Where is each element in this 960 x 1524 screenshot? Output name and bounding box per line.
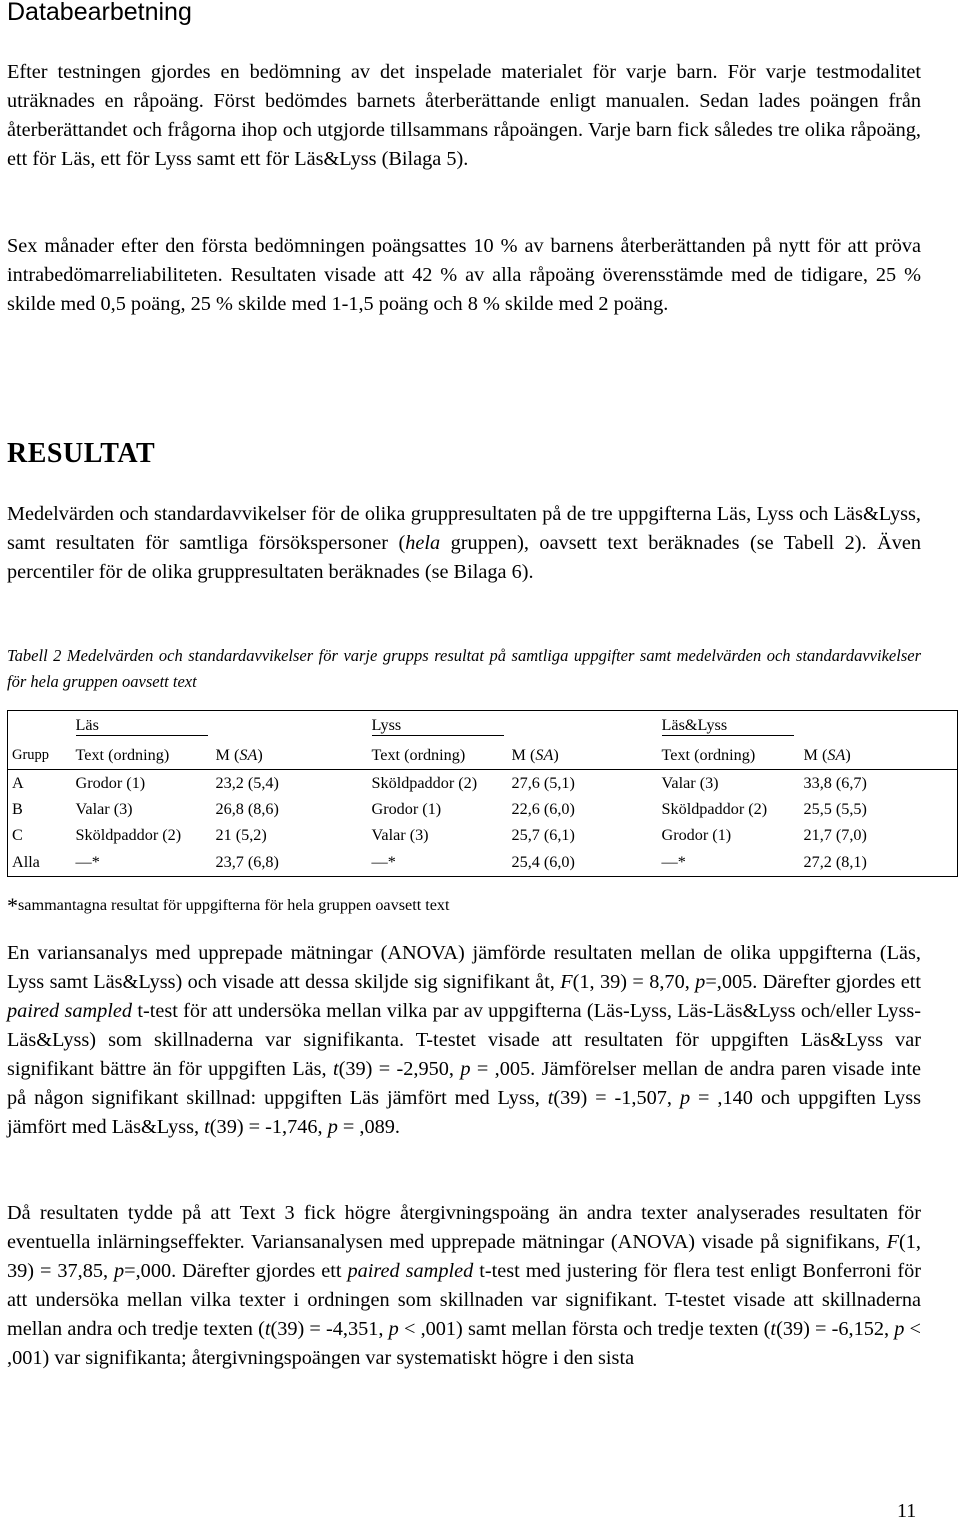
table-cell: 23,2 (5,4) bbox=[215, 773, 279, 792]
table-row bbox=[8, 770, 958, 797]
table-cell: Sköldpaddor (2) bbox=[371, 773, 478, 792]
table-row bbox=[8, 822, 958, 848]
paragraph-reliability: Sex månader efter den första bedömningen poängsattes 10 % av barnens återberättanden på nytt för att pröva intrabedömarreliabiliteten. Resultaten visade att 42 % av alla råpoäng överensstämde med de tidigare, 25 % skilde med 0,5 poäng, 25 % skilde med 1-1,5 poäng och 8 % skilde med 2 poäng. bbox=[7, 235, 921, 315]
table-cell: 21 (5,2) bbox=[215, 825, 267, 844]
paragraph-results-intro: Medelvärden och standardavvikelser för de olika gruppresultaten på de tre uppgifterna Läs, Lyss och Läs&Lyss, samt resultaten för samtliga försökspersoner (hela gruppen), oavsett text beräknades (se Tabell 2). Även percentiler för de olika gruppresultaten beräknades (se Bilaga 6). bbox=[7, 503, 922, 583]
cell-grupp: A bbox=[12, 773, 24, 792]
table-cell: 27,6 (5,1) bbox=[511, 773, 575, 792]
cell-grupp: B bbox=[12, 799, 23, 818]
table-cell: 23,7 (6,8) bbox=[215, 852, 279, 871]
section-heading-databearbetning: Databearbetning bbox=[7, 0, 192, 26]
column-header-text: Text (ordning) bbox=[72, 741, 212, 770]
column-header-m: M (SA) bbox=[508, 741, 658, 770]
table-row bbox=[8, 848, 958, 877]
table-cell: 27,2 (8,1) bbox=[803, 852, 867, 871]
page-number: 11 bbox=[897, 1500, 917, 1522]
table-cell: Grodor (1) bbox=[661, 825, 732, 844]
cell-grupp: C bbox=[12, 825, 23, 844]
column-header-text: Text (ordning) bbox=[658, 741, 800, 770]
table-cell: 26,8 (8,6) bbox=[215, 799, 279, 818]
table-cell: Sköldpaddor (2) bbox=[661, 799, 768, 818]
table-cell: 25,4 (6,0) bbox=[511, 852, 575, 871]
table-cell: —* bbox=[371, 852, 396, 871]
paragraph-scoring: Efter testningen gjordes en bedömning av det inspelade materialet för varje barn. För varje testmodalitet uträknades en råpoäng. Först bedömdes barnets återberättande enligt manualen. Sedan lades poängen från återberättandet och frågorna ihop och utgjorde tillsammans råpoängen. Varje barn fick således tre olika råpoäng, ett för Läs, ett för Lyss samt ett för Läs&Lyss (Bilaga 5). bbox=[7, 61, 921, 170]
table-cell: Valar (3) bbox=[661, 773, 719, 792]
table-group-header-row bbox=[8, 711, 958, 742]
results-heading: RESULTAT bbox=[7, 438, 156, 469]
table-column-header-row bbox=[8, 741, 958, 770]
paragraph-anova-tasks: En variansanalys med upprepade mätningar (ANOVA) jämförde resultaten mellan de olika uppgifterna (Läs, Lyss samt Läs&Lyss) och visade att dessa skiljde sig signifikant åt, F(1, 39) = 8,70, p=,005. Därefter gjordes ett paired sampled t-test för att undersöka mellan vilka par av uppgifterna (Läs-Lyss, Läs-Läs&Lyss och/eller Lyss-Läs&Lyss) som skillnaderna var signifikanta. T-testet visade att resultaten för uppgiften Läs&Lyss var signifikant bättre än för uppgiften Läs, t(39) = -2,950, p = ,005. Jämförelser mellan de andra paren visade inte på någon signifikant skillnad: uppgiften Läs jämfört med Lyss, t(39) = -1,507, p = ,140 och uppgiften Lyss jämfört med Läs&Lyss, t(39) = -1,746, p = ,089. bbox=[7, 942, 921, 1138]
table-cell: 33,8 (6,7) bbox=[803, 773, 867, 792]
column-header-m: M (SA) bbox=[212, 741, 368, 770]
table-cell: Grodor (1) bbox=[75, 773, 146, 792]
column-header-m: M (SA) bbox=[800, 741, 958, 770]
table-cell: 25,7 (6,1) bbox=[511, 825, 575, 844]
table-footnote: *sammantagna resultat för uppgifterna för hela gruppen oavsett text bbox=[7, 893, 450, 918]
table-cell: 25,5 (5,5) bbox=[803, 799, 867, 818]
table-cell: Valar (3) bbox=[371, 825, 429, 844]
group-header-lyss: Lyss bbox=[368, 711, 658, 742]
results-table bbox=[7, 710, 958, 877]
cell-grupp: Alla bbox=[12, 852, 40, 871]
table-cell: Grodor (1) bbox=[371, 799, 442, 818]
group-header-las: Läs bbox=[72, 711, 368, 742]
paragraph-learning-effects: Då resultaten tydde på att Text 3 fick högre återgivningspoäng än andra texter analyserades resultaten för eventuella inlärningseffekter. Variansanalysen med upprepade mätningar (ANOVA) visade på signifikans, F(1, 39) = 37,85, p=,000. Därefter gjordes ett paired sampled t-test med justering för flera test enligt Bonferroni för att undersöka mellan vilka texter i ordningen som skillnaden var signifikant. T-testet visade att skillnaderna mellan andra och tredje texten (t(39) = -4,351, p < ,001) samt mellan första och tredje texten (t(39) = -6,152, p < ,001) var signifikanta; återgivningspoängen var systematiskt högre i den sista bbox=[7, 1202, 922, 1369]
column-header-grupp: Grupp bbox=[8, 741, 72, 770]
table-cell: —* bbox=[661, 852, 686, 871]
table-cell: Valar (3) bbox=[75, 799, 133, 818]
table-caption: Tabell 2 Medelvärden och standardavvikelser för varje grupps resultat på samtliga uppgifter samt medelvärden och standardavvikelser för hela gruppen oavsett text bbox=[7, 646, 921, 691]
table-cell: 21,7 (7,0) bbox=[803, 825, 867, 844]
table-row bbox=[8, 796, 958, 822]
table-cell: Sköldpaddor (2) bbox=[75, 825, 182, 844]
table-cell: 22,6 (6,0) bbox=[511, 799, 575, 818]
table-cell: —* bbox=[75, 852, 100, 871]
group-header-las-lyss: Läs&Lyss bbox=[658, 711, 958, 742]
column-header-text: Text (ordning) bbox=[368, 741, 508, 770]
